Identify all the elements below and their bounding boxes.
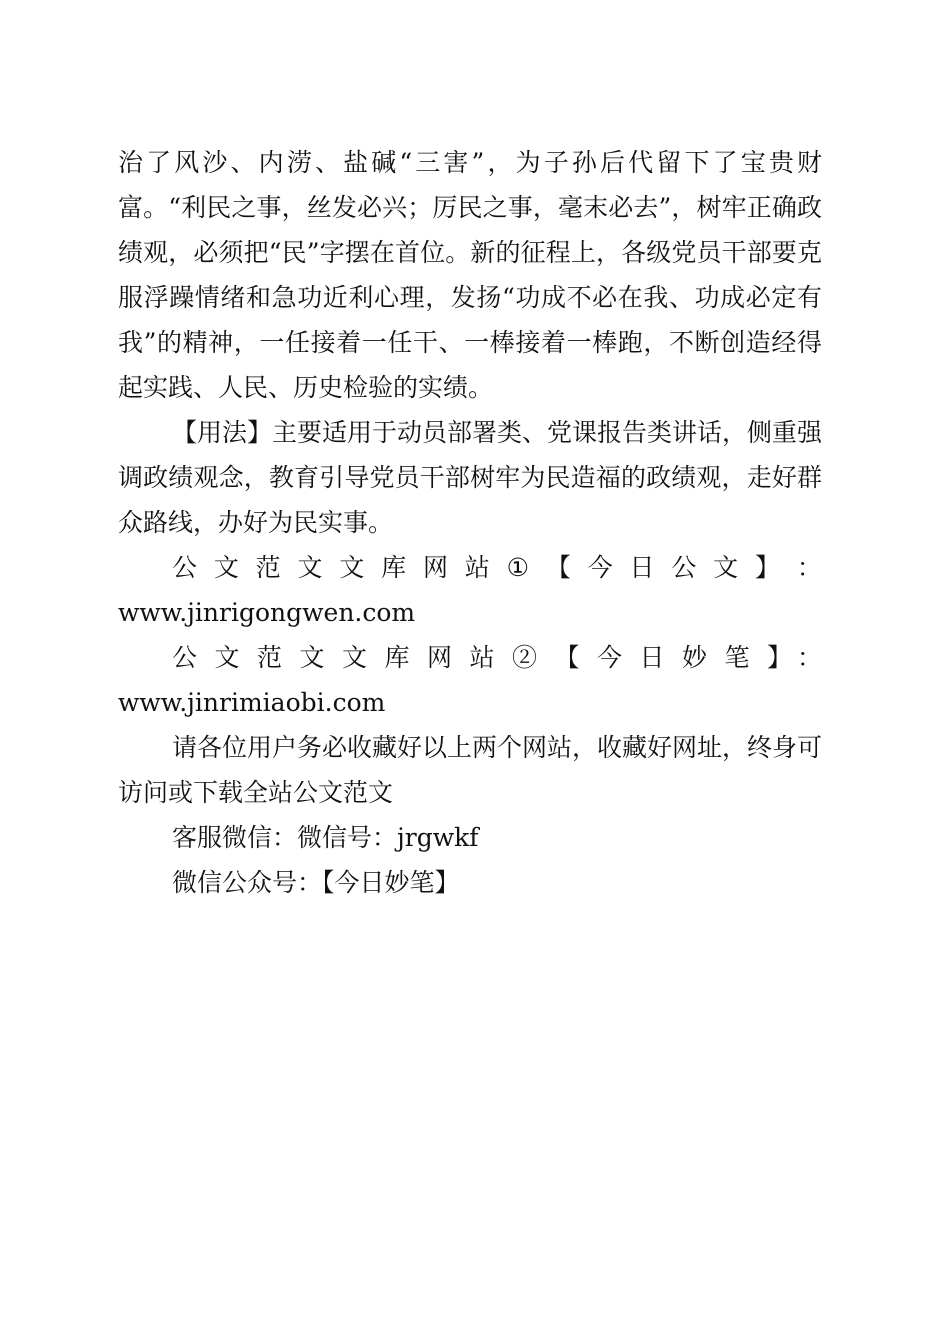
site1-char: 网	[422, 553, 448, 582]
site1-char: 文	[213, 553, 239, 582]
site1-char: 今	[587, 553, 613, 582]
wechat-official-account: 微信公众号：【今日妙笔】	[172, 868, 460, 897]
site1-char: 文	[339, 553, 365, 582]
customer-service-wechat: 客服微信：微信号：jrgwkf	[172, 823, 479, 852]
site1-char: 公	[671, 553, 697, 582]
usage-paragraph: 【用法】主要适用于动员部署类、党课报告类讲话，侧重强调政绩观念，教育引导党员干部树牢为民造福的政绩观，走好群众路线，办好为民实事。	[118, 418, 823, 537]
site1-char: ①	[506, 553, 530, 582]
site1-char: 范	[255, 553, 281, 582]
site1-char: 库	[381, 553, 407, 582]
site1-char: 站	[464, 553, 490, 582]
site1-char: ：	[796, 553, 822, 582]
site1-char: 公	[172, 553, 198, 582]
site1-char: 文	[713, 553, 739, 582]
site1-label-line	[118, 545, 822, 590]
site1-url: www.jinrigongwen.com	[118, 598, 416, 627]
site1-char: 】	[755, 553, 781, 582]
document-body	[118, 140, 822, 905]
site1-char: 文	[297, 553, 323, 582]
bookmark-notice: 请各位用户务必收藏好以上两个网站，收藏好网址，终身可访问或下载全站公文范文	[118, 733, 823, 807]
site2-line: 公文范文文库网站②【今日妙笔】：www.jinrimiaobi.com	[118, 643, 822, 717]
site1-char: 日	[629, 553, 655, 582]
body-paragraph-continuation: 治了风沙、内涝、盐碱“三害”，为子孙后代留下了宝贵财富。“利民之事，丝发必兴；厉民之事，毫末必去”，树牢正确政绩观，必须把“民”字摆在首位。新的征程上，各级党员干部要克服浮躁情绪和急功近利心理，发扬“功成不必在我、功成必定有我”的精神，一任接着一任干、一棒接着一棒跑，不断创造经得起实践、人民、历史检验的实绩。	[118, 148, 822, 402]
site1-char: 【	[545, 553, 571, 582]
